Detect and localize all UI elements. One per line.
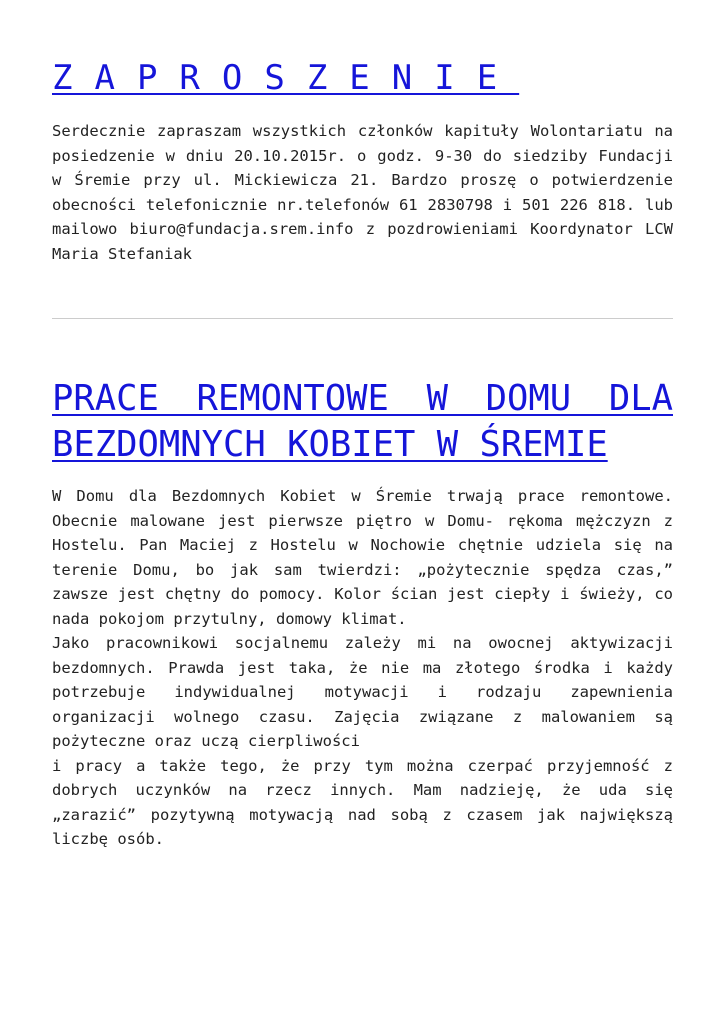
post-title-link[interactable]: ZAPROSZENIE bbox=[52, 58, 520, 98]
paragraph: i pracy a także tego, że przy tym można czerpać przyjemność z dobrych uczynków na rzecz innych. Mam nadzieję, że uda się „zarazić” pozytywną motywacją nad sobą z czasem jak największą liczbę osób. bbox=[52, 756, 673, 848]
post-divider bbox=[52, 318, 673, 319]
paragraph: Jako pracownikowi socjalnemu zależy mi na owocnej aktywizacji bezdomnych. Prawda jest taka, że nie ma złotego środka i każdy potrzebuje indywidualnej motywacji i rodzaju zapewnienia organizacji wolnego czasu. Zajęcia związane z malowaniem są pożyteczne oraz uczą cierpliwości bbox=[52, 634, 673, 750]
paragraph: W Domu dla Bezdomnych Kobiet w Śremie trwają prace remontowe. Obecnie malowane jest pierwsze piętro w Domu- rękoma mężczyzn z Hostelu. Pan Maciej z Hostelu w Nochowie chętnie udziela się na terenie Domu, bo jak sam twierdzi: „pożytecznie spędza czas,” zawsze jest chętny do pomocy. Kolor ścian jest ciepły i świeży, co nada pokojom przytulny, domowy klimat. bbox=[52, 487, 673, 628]
post-title-link[interactable]: PRACE REMONTOWE W DOMU DLA BEZDOMNYCH KOBIET W ŚREMIE bbox=[52, 378, 673, 465]
post-body: Serdecznie zapraszam wszystkich członków kapituły Wolontariatu na posiedzenie w dniu 20.10.2015r. o godz. 9-30 do siedziby Fundacji w Śremie przy ul. Mickiewicza 21. Bardzo proszę o potwierdzenie obecności telefonicznie nr.telefonów 61 2830798 i 501 226 818. lub mailowo biuro@fundacja.srem.info z pozdrowieniami Koordynator LCW Maria Stefaniak bbox=[52, 122, 673, 263]
post-body bbox=[52, 484, 673, 852]
